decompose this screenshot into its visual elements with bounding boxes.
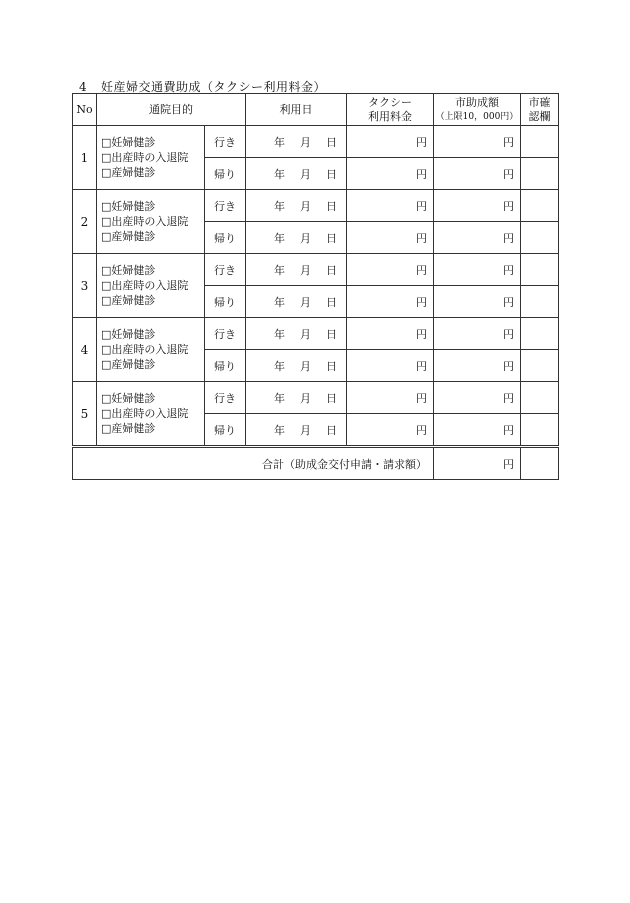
year-label: 年	[274, 231, 285, 245]
date-cell-back[interactable]	[246, 286, 347, 318]
direction-out: 行き	[205, 190, 246, 222]
direction-back: 帰り	[205, 158, 246, 190]
subsidy-cell-out[interactable]: 円	[434, 126, 521, 158]
day-label: 日	[326, 295, 337, 309]
fare-cell-out[interactable]: 円	[347, 318, 434, 350]
subsidy-cell-out[interactable]: 円	[434, 190, 521, 222]
checkbox-hospital-admission[interactable]: □出産時の入退院	[101, 279, 189, 292]
table-row	[73, 318, 559, 350]
month-label: 月	[300, 135, 311, 149]
month-label: 月	[300, 199, 311, 213]
year-label: 年	[274, 295, 285, 309]
fare-cell-back[interactable]: 円	[347, 222, 434, 254]
month-label: 月	[300, 391, 311, 405]
date-cell-out[interactable]	[246, 382, 347, 414]
subsidy-cell-out[interactable]: 円	[434, 254, 521, 286]
total-row	[73, 447, 559, 480]
table-row	[73, 190, 559, 222]
checkbox-prenatal-checkup[interactable]: □妊婦健診	[101, 136, 156, 149]
total-label: 合計（助成金交付申請・請求額）	[73, 447, 434, 480]
table-row	[73, 126, 559, 158]
subsidy-cell-back[interactable]: 円	[434, 158, 521, 190]
section-number: 4	[79, 80, 88, 94]
purpose-options	[97, 382, 205, 447]
direction-out: 行き	[205, 382, 246, 414]
checkbox-prenatal-checkup[interactable]: □妊婦健診	[101, 264, 156, 277]
subsidy-cell-back[interactable]: 円	[434, 222, 521, 254]
day-label: 日	[326, 391, 337, 405]
direction-out: 行き	[205, 254, 246, 286]
checkbox-hospital-admission[interactable]: □出産時の入退院	[101, 407, 189, 420]
confirm-cell-back	[521, 350, 559, 382]
fare-cell-back[interactable]: 円	[347, 350, 434, 382]
confirm-cell-back	[521, 286, 559, 318]
purpose-options	[97, 318, 205, 382]
checkbox-postnatal-checkup[interactable]: □産婦健診	[101, 230, 156, 243]
month-label: 月	[300, 423, 311, 437]
year-label: 年	[274, 391, 285, 405]
day-label: 日	[326, 359, 337, 373]
purpose-options	[97, 190, 205, 254]
direction-out: 行き	[205, 318, 246, 350]
table-row	[73, 254, 559, 286]
date-cell-out[interactable]	[246, 126, 347, 158]
month-label: 月	[300, 263, 311, 277]
day-label: 日	[326, 263, 337, 277]
day-label: 日	[326, 231, 337, 245]
direction-back: 帰り	[205, 286, 246, 318]
confirm-cell-back	[521, 222, 559, 254]
confirm-cell-out	[521, 190, 559, 222]
date-cell-out[interactable]	[246, 318, 347, 350]
subsidy-cell-out[interactable]: 円	[434, 318, 521, 350]
year-label: 年	[274, 263, 285, 277]
confirm-cell-out	[521, 254, 559, 286]
day-label: 日	[326, 135, 337, 149]
month-label: 月	[300, 231, 311, 245]
purpose-options	[97, 126, 205, 190]
month-label: 月	[300, 359, 311, 373]
header-no: No	[73, 94, 97, 126]
year-label: 年	[274, 327, 285, 341]
checkbox-postnatal-checkup[interactable]: □産婦健診	[101, 358, 156, 371]
total-amount-cell[interactable]: 円	[434, 447, 521, 480]
checkbox-postnatal-checkup[interactable]: □産婦健診	[101, 166, 156, 179]
checkbox-hospital-admission[interactable]: □出産時の入退院	[101, 343, 189, 356]
checkbox-postnatal-checkup[interactable]: □産婦健診	[101, 422, 156, 435]
checkbox-postnatal-checkup[interactable]: □産婦健診	[101, 294, 156, 307]
header-confirm	[521, 94, 559, 126]
date-cell-back[interactable]	[246, 414, 347, 447]
year-label: 年	[274, 359, 285, 373]
checkbox-prenatal-checkup[interactable]: □妊婦健診	[101, 200, 156, 213]
header-fare-line1: タクシー	[368, 95, 412, 109]
row-number: 2	[73, 190, 97, 254]
year-label: 年	[274, 167, 285, 181]
taxi-fare-subsidy-table	[72, 93, 559, 480]
fare-cell-out[interactable]: 円	[347, 382, 434, 414]
fare-cell-out[interactable]: 円	[347, 254, 434, 286]
year-label: 年	[274, 199, 285, 213]
checkbox-prenatal-checkup[interactable]: □妊婦健診	[101, 328, 156, 341]
header-confirm-line2: 認欄	[528, 109, 551, 123]
purpose-options	[97, 254, 205, 318]
month-label: 月	[300, 327, 311, 341]
header-subsidy-line1: 市助成額	[455, 95, 499, 109]
direction-back: 帰り	[205, 414, 246, 447]
date-cell-back[interactable]	[246, 222, 347, 254]
header-confirm-line1: 市確	[528, 95, 551, 109]
fare-cell-back[interactable]: 円	[347, 286, 434, 318]
month-label: 月	[300, 295, 311, 309]
year-label: 年	[274, 423, 285, 437]
direction-out: 行き	[205, 126, 246, 158]
fare-cell-out[interactable]: 円	[347, 126, 434, 158]
direction-back: 帰り	[205, 222, 246, 254]
confirm-cell-out	[521, 126, 559, 158]
day-label: 日	[326, 327, 337, 341]
section-title: 妊産婦交通費助成（タクシー利用料金）	[101, 80, 327, 94]
row-number: 3	[73, 254, 97, 318]
direction-back: 帰り	[205, 350, 246, 382]
total-confirm-cell	[521, 447, 559, 480]
subsidy-cell-back[interactable]: 円	[434, 350, 521, 382]
row-number: 1	[73, 126, 97, 190]
date-cell-out[interactable]	[246, 254, 347, 286]
header-fare	[347, 94, 434, 126]
table-row	[73, 382, 559, 414]
confirm-cell-out	[521, 318, 559, 350]
fare-cell-back[interactable]: 円	[347, 158, 434, 190]
confirm-cell-back	[521, 158, 559, 190]
header-row	[73, 94, 559, 126]
confirm-cell-back	[521, 414, 559, 447]
month-label: 月	[300, 167, 311, 181]
day-label: 日	[326, 167, 337, 181]
subsidy-cell-out[interactable]: 円	[434, 382, 521, 414]
fare-cell-out[interactable]: 円	[347, 190, 434, 222]
confirm-cell-out	[521, 382, 559, 414]
header-fare-line2: 利用料金	[368, 109, 412, 123]
date-cell-out[interactable]	[246, 190, 347, 222]
date-cell-back[interactable]	[246, 350, 347, 382]
checkbox-hospital-admission[interactable]: □出産時の入退院	[101, 215, 189, 228]
year-label: 年	[274, 135, 285, 149]
day-label: 日	[326, 423, 337, 437]
header-date: 利用日	[246, 94, 347, 126]
day-label: 日	[326, 199, 337, 213]
row-number: 4	[73, 318, 97, 382]
date-cell-back[interactable]	[246, 158, 347, 190]
row-number: 5	[73, 382, 97, 447]
subsidy-cell-back[interactable]: 円	[434, 286, 521, 318]
header-subsidy-line2: （上限10，000円）	[435, 111, 519, 122]
checkbox-hospital-admission[interactable]: □出産時の入退院	[101, 151, 189, 164]
header-subsidy	[434, 94, 521, 126]
subsidy-cell-back[interactable]: 円	[434, 414, 521, 447]
fare-cell-back[interactable]: 円	[347, 414, 434, 447]
header-purpose: 通院目的	[97, 94, 246, 126]
checkbox-prenatal-checkup[interactable]: □妊婦健診	[101, 392, 156, 405]
